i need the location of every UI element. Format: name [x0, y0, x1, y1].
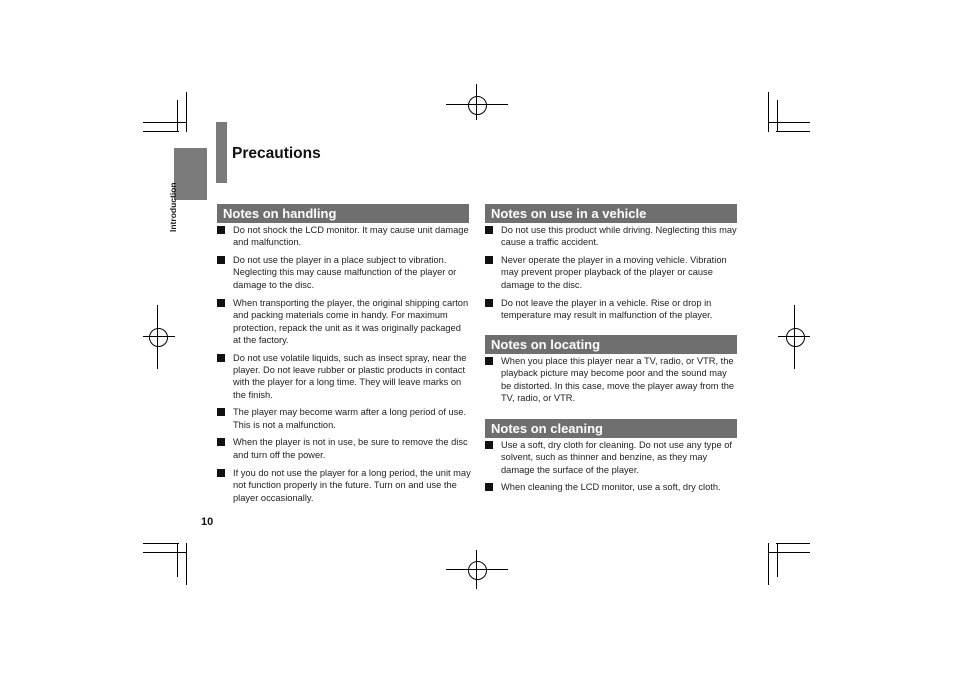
bullet-square-icon: [217, 438, 225, 446]
bullet-square-icon: [217, 226, 225, 234]
page-title: Precautions: [232, 145, 321, 162]
page-number: 10: [201, 516, 214, 528]
crop-mark-line: [186, 92, 187, 132]
list-item-text: Do not use the player in a place subject to vibration. Neglecting this may cause malfunction of the player or damage to the disc.: [233, 254, 457, 290]
list-item: [217, 297, 471, 347]
bullet-square-icon: [217, 408, 225, 416]
crop-mark-line: [177, 543, 178, 577]
crop-mark-line: [777, 543, 778, 577]
list-item: [217, 467, 471, 504]
crop-mark-line: [776, 131, 810, 132]
list-item: [217, 224, 471, 249]
section-heading-vehicle: Notes on use in a vehicle: [485, 204, 737, 223]
bullet-square-icon: [217, 299, 225, 307]
list-item: [485, 481, 739, 493]
bullet-square-icon: [485, 299, 493, 307]
bullet-square-icon: [485, 483, 493, 491]
section-heading-handling: Notes on handling: [217, 204, 469, 223]
crop-mark-line: [143, 552, 187, 553]
crop-mark-line: [776, 543, 810, 544]
crop-mark-line: [177, 100, 178, 132]
list-item-text: Use a soft, dry cloth for cleaning. Do not use any type of solvent, such as thinner and benzine, as they may damage the surface of the player.: [501, 440, 732, 475]
list-item-text: Do not shock the LCD monitor. It may cause unit damage and malfunction.: [233, 225, 469, 248]
crop-mark-line: [768, 122, 810, 123]
list-item-text: Do not use volatile liquids, such as insect spray, near the player. Do not leave rubber or plastic products in contact with the player for a long time. They will leave marks on the finish.: [233, 352, 467, 400]
bullet-square-icon: [217, 256, 225, 264]
list-item-text: When you place this player near a TV, radio, or VTR, the playback picture may become poor and the sound may be distorted. In this case, move the player away from the TV, radio, or VTR.: [501, 356, 735, 404]
bullet-square-icon: [485, 256, 493, 264]
cleaning-list: [485, 439, 739, 494]
list-item-text: The player may become warm after a long period of use. This is not a malfunction.: [233, 407, 467, 430]
list-item-text: Do not leave the player in a vehicle. Rise or drop in temperature may result in malfunction of the player.: [501, 298, 713, 321]
crop-mark-line: [143, 131, 179, 132]
bullet-square-icon: [217, 354, 225, 362]
crop-mark-line: [186, 543, 187, 585]
locating-list: [485, 355, 739, 405]
list-item: [217, 406, 471, 431]
list-item-text: Never operate the player in a moving vehicle. Vibration may prevent proper playback of the player or cause damage to the disc.: [501, 254, 727, 290]
list-item-text: If you do not use the player for a long period, the unit may not function properly in the future. Turn on and use the player occasionally.: [233, 467, 471, 503]
bullet-square-icon: [485, 226, 493, 234]
list-item: [485, 224, 739, 249]
list-item: [485, 439, 739, 476]
crop-mark-line: [143, 543, 179, 544]
list-item: [217, 254, 471, 291]
list-item: [217, 436, 471, 461]
bullet-square-icon: [217, 469, 225, 477]
crop-mark-line: [777, 100, 778, 132]
section-heading-cleaning: Notes on cleaning: [485, 419, 737, 438]
title-accent-bar: [216, 122, 227, 183]
list-item-text: Do not use this product while driving. Neglecting this may cause a traffic accident.: [501, 225, 737, 248]
section-heading-locating: Notes on locating: [485, 335, 737, 354]
side-tab-label: Introduction: [168, 182, 179, 232]
vehicle-list: [485, 224, 739, 322]
section-tab-marker: [174, 148, 207, 200]
list-item-text: When cleaning the LCD monitor, use a soft, dry cloth.: [501, 482, 721, 493]
bullet-square-icon: [485, 357, 493, 365]
list-item: [485, 297, 739, 322]
crop-mark-line: [768, 552, 810, 553]
list-item: [217, 352, 471, 402]
list-item: [485, 254, 739, 291]
handling-list: [217, 224, 471, 504]
crop-mark-line: [143, 122, 187, 123]
bullet-square-icon: [485, 441, 493, 449]
crop-mark-line: [768, 543, 769, 585]
list-item-text: When transporting the player, the original shipping carton and packing materials come in handy. For maximum protection, repack the unit as it was originally packaged at the factory.: [233, 298, 469, 346]
list-item-text: When the player is not in use, be sure to remove the disc and turn off the power.: [233, 437, 468, 460]
crop-mark-line: [768, 92, 769, 132]
list-item: [485, 355, 739, 405]
